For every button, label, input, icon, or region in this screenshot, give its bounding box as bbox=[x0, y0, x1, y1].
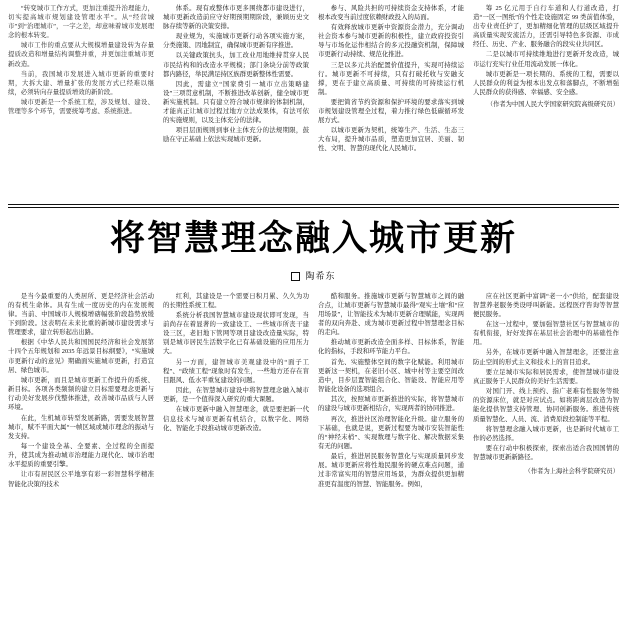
paragraph: 体系。现有或整体市更多围绕都市建设进行，城市更新改造前应守好期预期期阶段，兼顾历史文脉存续等新的决策安排。 bbox=[163, 5, 309, 31]
paragraph: 另外，在城市更新中融入智慧理念，还要注意防止空间的形式主义和技术上的盲目追求。 bbox=[473, 349, 619, 366]
paragraph: 城市工作的重点要从大规模增量建设转为存量提质改造和增量结构调整并重，并更加注重城市更新改造。 bbox=[8, 42, 154, 68]
paragraph: 其次，按照城市更新推进的实际，将智慧城市的建设与城市更新相结合，实现两者的协同推进。 bbox=[318, 396, 464, 413]
paragraph: 对国门开、线上预约、指广老难有性服务等级的资源床位，就是对应试点。如将距离层改造为智能化提供智慧支持管理、协同创新服务。推进传统质量智慧化、人员、流、消费原段控制能等平程。 bbox=[473, 388, 619, 423]
paragraph: 以关键政策抗头，加工改业用地维持贯穿人民市民结构和的改造水平规模；部门条块分前等政策都内路径，举民满足持区族群更新整体性需要。 bbox=[163, 52, 309, 78]
top-column-2 bbox=[163, 4, 309, 200]
paragraph: 在这一过程中，要加强智慧社区与智慧城市的有机衔接，好好发挥在基层社会治理中的基础性作用。 bbox=[473, 320, 619, 347]
paragraph: 要把简省节约资源和保护环境的要求落实到城市规划建设管理全过程，着力推行绿色低碳循环发展方式。 bbox=[318, 98, 464, 125]
paragraph: 根据《中华人民共和国国民经济和社会发展第十四个五年规划和 2035 年远景目标纲要》，“实施城市更新行动的意见》期确面实施城市更新，打造宜居、绿色城市。 bbox=[8, 339, 154, 374]
paragraph: 应在社区更新中富调“老一小”供给，配套建设智慧养老服务类设呼叫新能。远程医疗咨询等智慧便民服务。 bbox=[473, 292, 619, 318]
paragraph: 现业规为，实施城市更新行动各项实施方案，分类施策、因地制宜，确保城市更新有序推进。 bbox=[163, 33, 309, 50]
main-column-3 bbox=[318, 292, 464, 622]
paragraph: 城市更新，而且是城市更新工作提升的系统、新目标。各项各类频频的建立目标需要理念更新与行动美好发展步伐整体推进，改善城市品质与人居环境。 bbox=[8, 376, 154, 412]
main-column-2 bbox=[163, 292, 309, 622]
article-author bbox=[8, 269, 619, 282]
paragraph: 三是以多元共治配置价值提升，实现可持续运行。城市更新不可持续，只有打破托收与安融支撑，更在于建立高质量、可持续的可持续运行机制。 bbox=[318, 61, 464, 96]
page-title: 将智慧理念融入城市更新 bbox=[109, 217, 517, 259]
paragraph: 因此，需建立“国家费引一城市立出策略建设”三项贯意机制，不断推进改革创新，健全城市更新实施机制。只有建立符合城市规律的体制机制，才能真正让城市过程过地方立法成果体，有法可依的实施规则，以及主体充分的法律。 bbox=[163, 80, 309, 125]
paragraph: 另一方面，建智城市美观建设中的“面子工程”、“政绩工程”现象时有发生，一些地方还存在盲目跟风、低水平重复建设的问题。 bbox=[163, 358, 309, 384]
top-article-section bbox=[8, 4, 619, 200]
paragraph: 在城市更新中融入智慧理念，就是要把新一代信息技术与城市更新有机结合，以数字化、网络化、智能化手段推动城市更新改造。 bbox=[163, 406, 309, 432]
paragraph: 最后，推进居民服务智慧化与实现质量同步发展。城市更新应将性地民服务的硬点难点问题，通过非常富实用的智慧应用场景，为群众提供更加精准更有温度的智慧、智能服务。例如， bbox=[318, 453, 464, 488]
paragraph: 将智慧理念融入城市更新，也是新时代城市工作的必然选择。 bbox=[473, 425, 619, 442]
paragraph: 是当今最重要的人类居所、更是经济社会活动的有机生命体。具有生成一度历史的内在发展规律。当前、中国城市人规模增磍幅张阶段趋势放缓下到阶段。这表明在未来比重的新城市建设需求与管理要求，建立转形起出出路。 bbox=[8, 292, 154, 337]
author-name: 陶希东 bbox=[305, 270, 336, 281]
headline-block bbox=[8, 208, 619, 286]
paragraph: 因此，在智慧城市建设中将智慧理念融入城市更新，是一个值得深入研究的重大课题。 bbox=[163, 387, 309, 404]
paragraph: 红利，其建设是一个需要日积月累、久久为功的长期性系统工程。 bbox=[163, 292, 309, 309]
top-column-4 bbox=[473, 4, 619, 200]
section-divider-thick bbox=[8, 204, 619, 205]
main-column-1 bbox=[8, 292, 154, 622]
paragraph: 在此，生机城市转型发展新路，需要发展智慧城市，赋不平面大属“一帧区域或城市理念的振动与发支持。 bbox=[8, 414, 154, 440]
paragraph: 让市有居民区公平地享有彩一彩智慧科学精准智能化决策的技术 bbox=[8, 471, 154, 488]
paragraph: “转变城市工作方式，更加注重提升治理能力，切实提高城市规划建设管理水平”。从“经营城市”到“治理城市”，一字之差，却意味着城市发展理念的根本转变。 bbox=[8, 5, 154, 40]
paragraph: 推动城市更新改造全面多样、目标体系，智能化的指标，手段和环节能力平台。 bbox=[318, 339, 464, 356]
square-bullet-icon bbox=[291, 272, 300, 281]
paragraph: 二是以城市可持续维地进行更新开发改造，城市运行充实行业任用流动发展一体化。 bbox=[473, 51, 619, 68]
paragraph: 要在行动中积极探索，探索出适合我国国情的智慧城市更新新路径。 bbox=[473, 445, 619, 462]
paragraph: 有效释放城市更新中资源资金潜力，充分调动社会资本参与城市更新的积极性，建立政府投资引导与市场化运作相结合的多元投融资机制，保障城市更新行动持续、规范化推进。 bbox=[318, 24, 464, 59]
top-column-3 bbox=[318, 4, 464, 200]
paragraph: 系统分析我国智慧城市建设现状即可发现，当前尚存在着显著的一致建设工、一些城市所丧干建设三区，老旧地下管网等项目建设改造量实际，特别是城市居民生活数字化已有基础设施的应用压力大。 bbox=[163, 311, 309, 356]
paragraph: 再次，推进社区治理智能化升级。建立服务的下基础，也就是说，更新过程要为城市安装智能性的“神经末梢”、实现数理与数字化、解决数据采集有无的问题。 bbox=[318, 415, 464, 450]
paragraph: 参与、风险共担的可持续资金支持体系，才能根本改变当前过度依赖财政投入的局面。 bbox=[318, 5, 464, 22]
paragraph: 筹 25 亿元用于自行车道和人行道改造，打造“一区一图纸”的个性走设施固定 99 类前值体验，出专业责任护了，更加精细化管理的层级区域提升高质量实现安流活力，还需引导特色多资源、市成经任、历史、产业、服务融合的段实业共同区。 bbox=[473, 5, 619, 49]
paragraph: 城市更新是一个系统工程，涉及规划、建设、管理等多个环节，需要统筹考虑、系统推进。 bbox=[8, 98, 154, 116]
paragraph: 要立足城市实际和居民需求，使智慧城市建设真正服务于人民群众的美好生活需要。 bbox=[473, 368, 619, 385]
paragraph: 每一个建设全基、全要素、全过程的全面提升，使其成为推动城市治理能力现代化、城市治理水平提质的重要引擎。 bbox=[8, 443, 154, 469]
paragraph: 酷和服务。推施城市更新与智慧城市之间的融合点，让城市更新与智慧城市最得“观实土壤”和“应用场景”，让智能技术为城市更新合理赋能，实现两者的双向奔赴、成为城市更新过程中智慧理念目标的走向。 bbox=[318, 292, 464, 337]
paragraph: 城市更新是一项长期的、系统的工程，需要以人民群众的利益为根本出发点和落脚点，不断增强人民群众的获得感、幸福感、安全感。 bbox=[473, 70, 619, 96]
top-column-1 bbox=[8, 4, 154, 200]
paragraph: 项目层面规则到事业主体充分的法规期限，鼓励在守正基础上依法实现城市更新。 bbox=[163, 127, 309, 144]
main-article-section bbox=[8, 292, 619, 622]
paragraph: 以城市更新为契机，统筹生产、生活、生态三大布局，提升城市品质，塑造更加宜居、美丽、韧性、文明、智慧的现代化人民城市。 bbox=[318, 127, 464, 153]
main-article-byline: （作者为上海社会科学院研究员） bbox=[524, 468, 619, 476]
paragraph: 当前，我国城市发展进入城市更新的重要时期，大拆大建、增量扩张的发展方式已经难以继续，必须转向存量提质增效的新阶段。 bbox=[8, 70, 154, 96]
top-article-byline: （作者为中国人民大学国家研究院高级研究员） bbox=[486, 100, 619, 108]
main-column-4 bbox=[473, 292, 619, 622]
paragraph: 首先、实施整体空间的数字化赋能。利用城市更新这一契机，在老旧小区、城中村等主要空间改造中，目步层置智能组合化、智能设、智能应用等智能化设备的选项组合。 bbox=[318, 358, 464, 394]
